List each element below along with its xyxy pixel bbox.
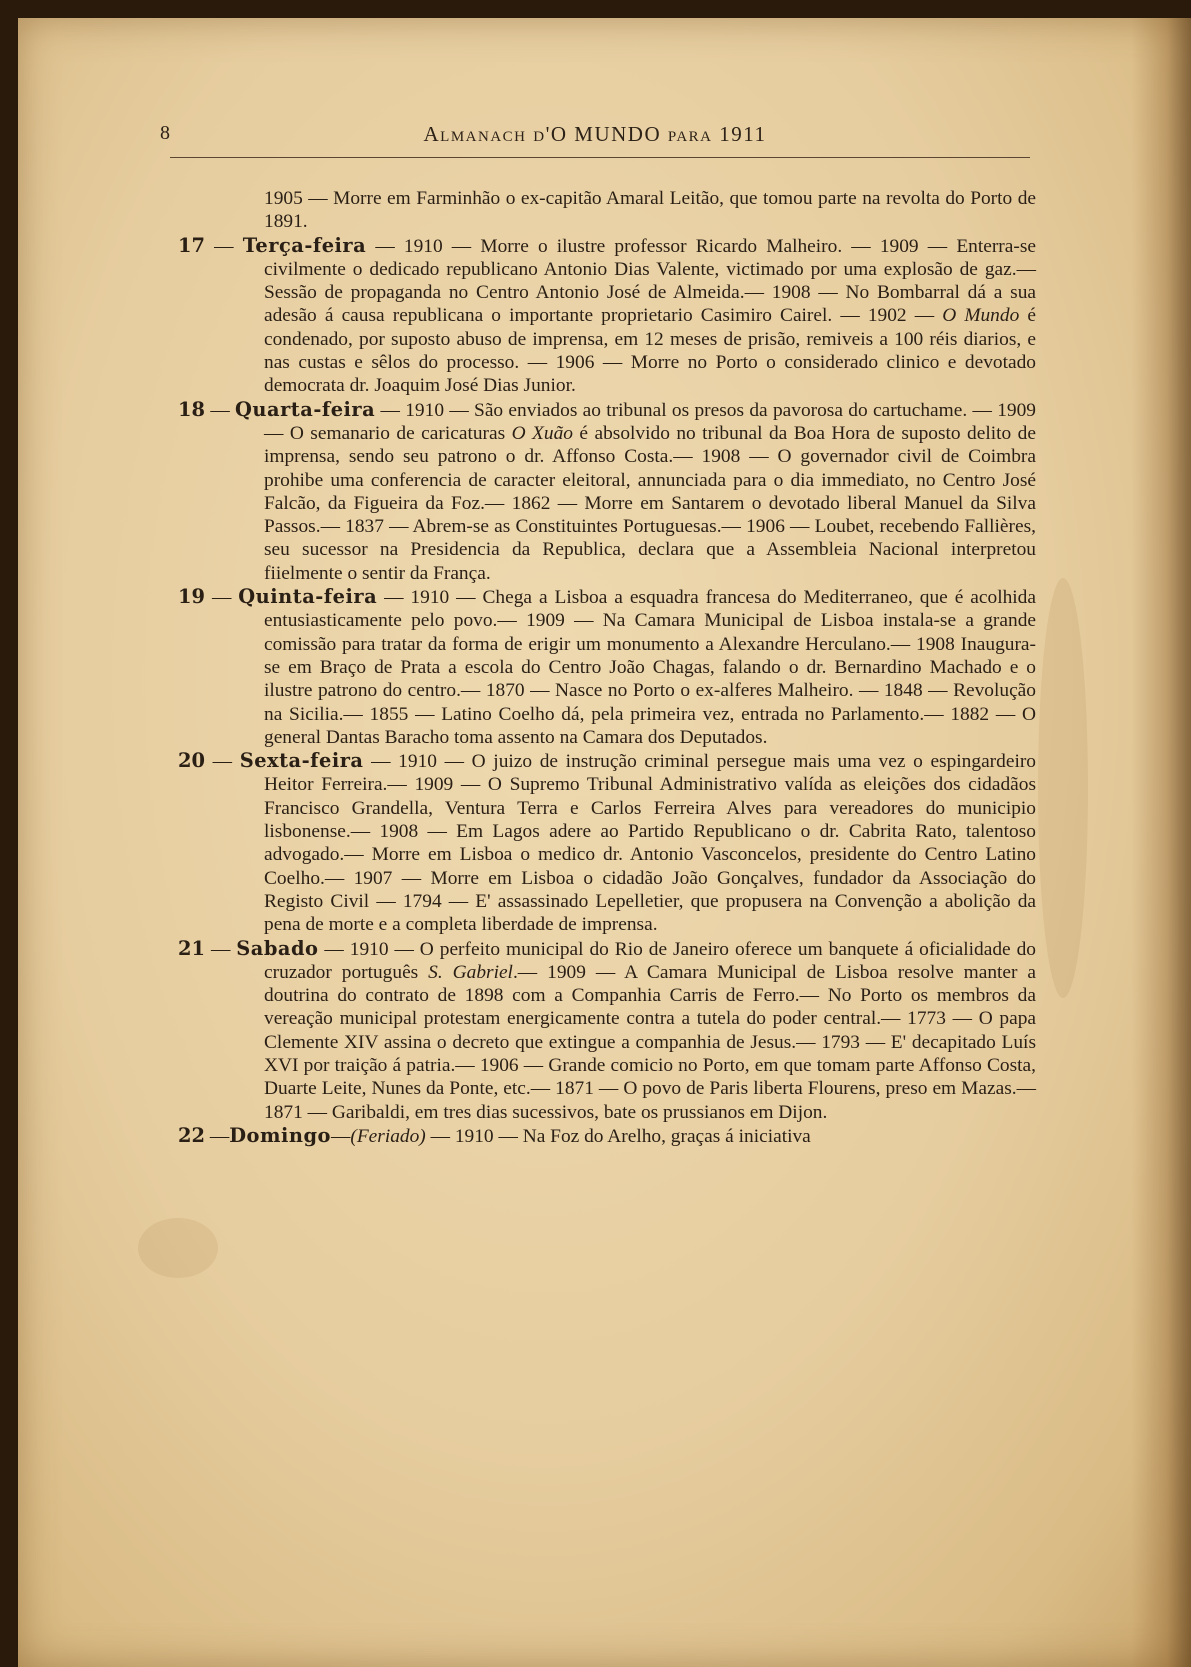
entry-italic: O Mundo (942, 305, 1020, 327)
weekday-label: Quinta-feira (238, 585, 378, 609)
entry-text-after: .— 1909 — A Camara Municipal de Lisboa resolve manter a doutrina do contrato de 1898 com a Companhia Carris de Ferro.— No Porto os membros da vereação municipal protestam energicamente contra a tutela do poder central.— 1773 — O papa Clemente XIV assina o decreto que extingue a companhia de Jesus.— 1793 — E' decapitado Luís XVI por traição á patria.— 1906 — Grande comicio no Porto, em que tomam parte Affonso Costa, Duarte Leite, Nunes da Ponte, etc.— 1871 — O povo de Paris liberta Flourens, preso em Mazas.— 1871 — Garibaldi, em tres dias sucessivos, bate os prussianos em Dijon. (264, 961, 1036, 1123)
day-number: 19 (178, 585, 205, 609)
entry-text: — 1910 — O perfeito municipal do Rio de Janeiro oferece um banquete á oficialidade do cruzador português (264, 938, 1036, 983)
entry-text: 1905 — Morre em Farminhão o ex-capitão Amaral Leitão, que tomou parte na revolta do Porto de 1891. (264, 188, 1036, 233)
entry-italic: O Xuão (511, 422, 573, 444)
page-header (160, 122, 1030, 152)
entry-day-21: 21 — Sabado — 1910 — O perfeito municipal do Rio de Janeiro oferece um banquete á oficialidade do cruzador português S. Gabriel.— 1909 — A Camara Municipal de Lisboa resolve manter a doutrina do contrato de 1898 com a Companhia Carris de Ferro.— No Porto os membros da vereação municipal protestam energicamente contra a tutela do poder central.— 1773 — O papa Clemente XIV assina o decreto que extingue a companhia de Jesus.— 1793 — E' decapitado Luís XVI por traição á patria.— 1906 — Grande comicio no Porto, em que tomam parte Affonso Costa, Duarte Leite, Nunes da Ponte, etc.— 1871 — O povo de Paris liberta Flourens, preso em Mazas.— 1871 — Garibaldi, em tres dias sucessivos, bate os prussianos em Dijon. (178, 936, 1036, 1123)
entry-text: — 1910 — O juizo de instrução criminal persegue mais uma vez o espingardeiro Heitor Ferreira.— 1909 — O Supremo Tribunal Administrativo valída as eleições dos cidadãos Francisco Grandella, Ventura Terra e Carlos Ferreira Alves para vereadores do municipio lisbonense.— 1908 — Em Lagos adere ao Partido Republicano o dr. Cabrita Rato, talentoso advogado.— Morre em Lisboa o medico dr. Antonio Vasconcelos, presidente do Centro Latino Coelho.— 1907 — Morre em Lisboa o cidadão João Gonçalves, fundador da Associação do Registo Civil — 1794 — E' assassinado Lepelletier, que propusera na Convenção a abolição da pena de morte e a completa liberdade de imprensa. (264, 751, 1036, 936)
entry-text: — 1910 — Na Foz do Arelho, graças á iniciativa (425, 1125, 811, 1147)
running-title: Almanach d'O MUNDO para 1911 (423, 122, 767, 146)
weekday-label: Quarta-feira (235, 397, 376, 421)
entry-day-19: 19 — Quinta-feira — 1910 — Chega a Lisboa a esquadra francesa do Mediterraneo, que é acolhida entusiasticamente pelo povo.— 1909 — Na Camara Municipal de Lisboa instala-se a grande comissão para tratar da forma de erigir um monumento a Alexandre Herculano.— 1908 Inaugura-se em Braço de Prata a escola do Centro João Chagas, falando o dr. Bernardino Machado e o ilustre patrono do centro.— 1870 — Nasce no Porto o ex-alferes Malheiro. — 1848 — Revolução na Sicilia.— 1855 — Latino Coelho dá, pela primeira vez, entrada no Parlamento.— 1882 — O general Dantas Baracho toma assento na Camara dos Deputados. (178, 585, 1036, 748)
entry-text: — 1910 — São enviados ao tribunal os presos da pavorosa do cartuchame. — 1909 — O semanario de caricaturas (264, 399, 1036, 444)
paper-stain (138, 1218, 218, 1278)
weekday-label: Domingo (229, 1123, 331, 1147)
day-number: 20 (178, 749, 205, 773)
header-rule (170, 157, 1030, 158)
day-number: 18 (178, 397, 205, 421)
entry-continuation (178, 187, 1036, 234)
paper-stain (1038, 578, 1088, 998)
weekday-label: Sexta-feira (239, 749, 364, 773)
day-number: 17 (178, 233, 205, 257)
entry-day-20: 20 — Sexta-feira — 1910 — O juizo de instrução criminal persegue mais uma vez o espingardeiro Heitor Ferreira.— 1909 — O Supremo Tribunal Administrativo valída as eleições dos cidadãos Francisco Grandella, Ventura Terra e Carlos Ferreira Alves para vereadores do municipio lisbonense.— 1908 — Em Lagos adere ao Partido Republicano o dr. Cabrita Rato, talentoso advogado.— Morre em Lisboa o medico dr. Antonio Vasconcelos, presidente do Centro Latino Coelho.— 1907 — Morre em Lisboa o cidadão João Gonçalves, fundador da Associação do Registo Civil — 1794 — E' assassinado Lepelletier, que propusera na Convenção a abolição da pena de morte e a completa liberdade de imprensa. (178, 749, 1036, 936)
entry-italic: S. Gabriel (428, 961, 513, 983)
weekday-label: Terça-feira (242, 233, 367, 257)
holiday-note: (Feriado) (350, 1125, 426, 1147)
page-number: 8 (160, 122, 170, 144)
day-number: 21 (178, 936, 205, 960)
entry-day-18: 18 — Quarta-feira — 1910 — São enviados ao tribunal os presos da pavorosa do cartuchame. — 1909 — O semanario de caricaturas O Xuão é absolvido no tribunal da Boa Hora de suposto delito de imprensa, sendo seu patrono o dr. Affonso Costa.— 1908 — O governador civil de Coimbra prohibe uma conferencia de caracter eleitoral, annunciada para o dia immediato, no Centro José Falcão, da Figueira da Foz.— 1862 — Morre em Santarem o devotado liberal Manuel da Silva Passos.— 1837 — Abrem-se as Constituintes Portuguesas.— 1906 — Loubet, recebendo Fallières, seu sucessor na Presidencia da Republica, declara que a Assembleia Nacional interpretou fiielmente o sentir da França. (178, 397, 1036, 584)
weekday-label: Sabado (236, 936, 319, 960)
entry-day-17: 17 — Terça-feira — 1910 — Morre o ilustre professor Ricardo Malheiro. — 1909 — Enterra-se civilmente o dedicado republicano Antonio Dias Valente, victimado por uma explosão de gaz.— Sessão de propaganda no Centro Antonio José de Almeida.— 1908 — No Bombarral dá a sua adesão á causa republicana o importante proprietario Casimiro Cairel. — 1902 — O Mundo é condenado, por suposto abuso de imprensa, em 12 meses de prisão, remiveis a 100 réis diarios, e nas custas e sêlos do processo. — 1906 — Morre no Porto o considerado clinico e devotado democrata dr. Joaquim José Dias Junior. (178, 233, 1036, 397)
day-number: 22 (178, 1123, 205, 1147)
almanac-body (178, 187, 1036, 1148)
entry-day-22: 22 —Domingo—(Feriado) — 1910 — Na Foz do Arelho, graças á iniciativa (178, 1123, 811, 1147)
entry-text-after: é condenado, por suposto abuso de imprensa, em 12 meses de prisão, remiveis a 100 réis diarios, e nas custas e sêlos do processo. — 1906 — Morre no Porto o considerado clinico e devotado democrata dr. Joaquim José Dias Junior. (264, 305, 1036, 397)
page-spine-shadow (1131, 18, 1191, 1667)
entry-text: — 1910 — Chega a Lisboa a esquadra francesa do Mediterraneo, que é acolhida entusiasticamente pelo povo.— 1909 — Na Camara Municipal de Lisboa instala-se a grande comissão para tratar da forma de erigir um monumento a Alexandre Herculano.— 1908 Inaugura-se em Braço de Prata a escola do Centro João Chagas, falando o dr. Bernardino Machado e o ilustre patrono do centro.— 1870 — Nasce no Porto o ex-alferes Malheiro. — 1848 — Revolução na Sicilia.— 1855 — Latino Coelho dá, pela primeira vez, entrada no Parlamento.— 1882 — O general Dantas Baracho toma assento na Camara dos Deputados. (264, 587, 1036, 748)
entry-text: — 1910 — Morre o ilustre professor Ricardo Malheiro. — 1909 — Enterra-se civilmente o dedicado republicano Antonio Dias Valente, victimado por uma explosão de gaz.— Sessão de propaganda no Centro Antonio José de Almeida.— 1908 — No Bombarral dá a sua adesão á causa republicana o importante proprietario Casimiro Cairel. — 1902 — (264, 235, 1036, 327)
entry-text-after: é absolvido no tribunal da Boa Hora de suposto delito de imprensa, sendo seu patrono o dr. Affonso Costa.— 1908 — O governador civil de Coimbra prohibe uma conferencia de caracter eleitoral, annunciada para o dia immediato, no Centro José Falcão, da Figueira da Foz.— 1862 — Morre em Santarem o devotado liberal Manuel da Silva Passos.— 1837 — Abrem-se as Constituintes Portuguesas.— 1906 — Loubet, recebendo Fallières, seu sucessor na Presidencia da Republica, declara que a Assembleia Nacional interpretou fiielmente o sentir da França. (264, 422, 1036, 584)
